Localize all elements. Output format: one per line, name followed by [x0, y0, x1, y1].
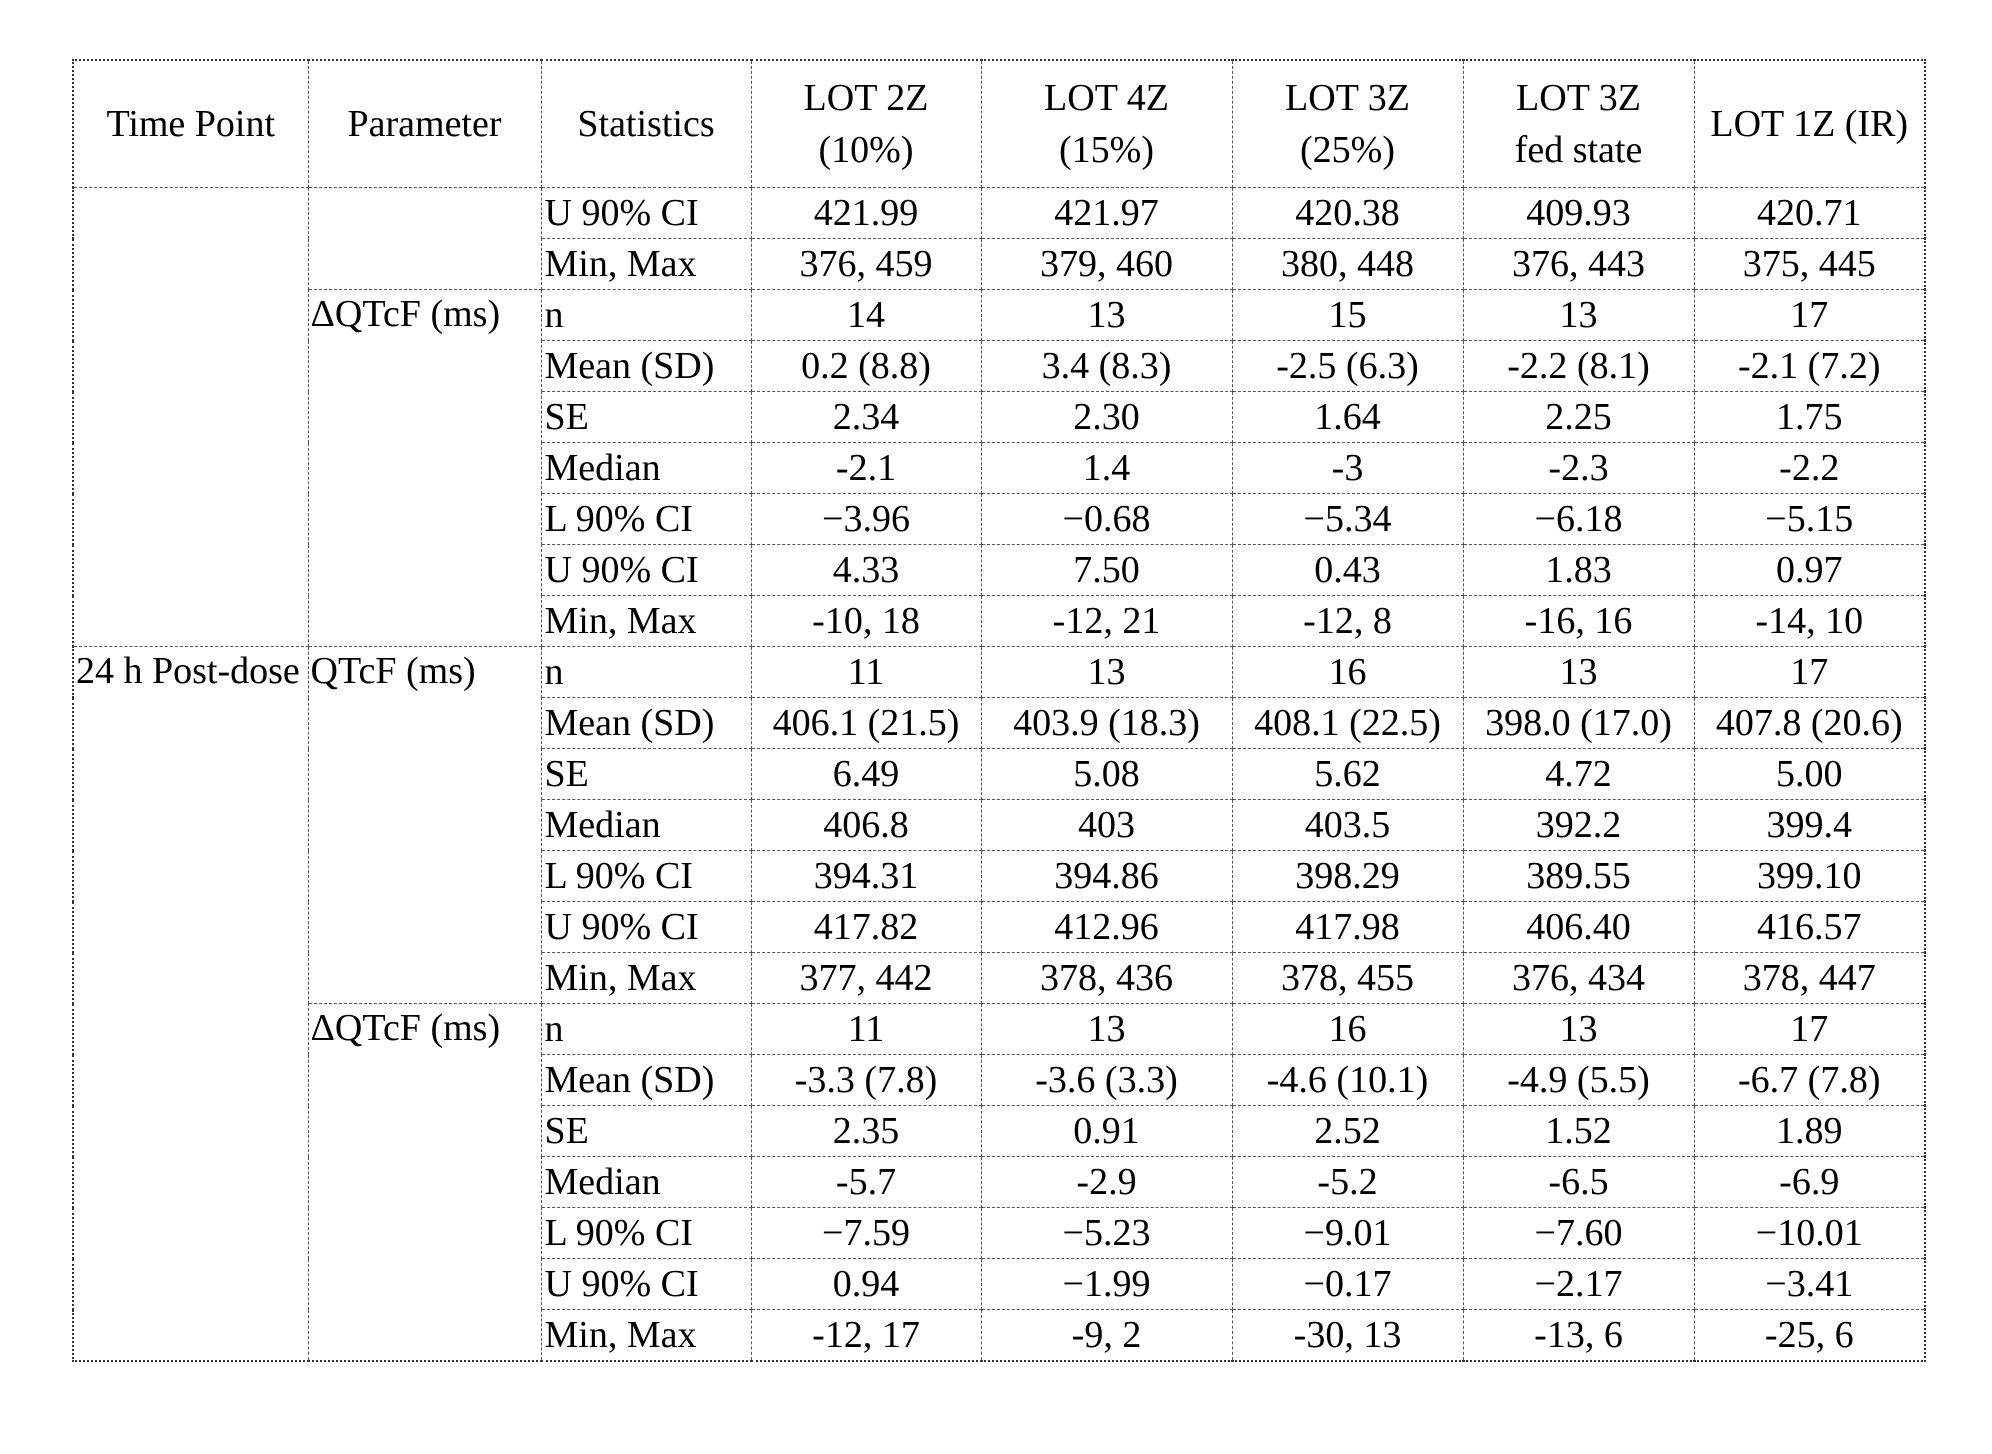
value-cell: 421.97 [981, 188, 1232, 239]
value-cell: −0.17 [1232, 1259, 1463, 1310]
value-cell: 2.34 [751, 392, 981, 443]
column-header-line: Time Point [106, 103, 276, 145]
value-cell: −5.15 [1694, 494, 1925, 545]
value-cell: 394.31 [751, 851, 981, 902]
value-cell: 406.8 [751, 800, 981, 851]
value-cell: 16 [1232, 1004, 1463, 1055]
value-cell: 376, 434 [1463, 953, 1694, 1004]
statistic-label: Mean (SD) [541, 698, 751, 749]
statistic-label: Mean (SD) [541, 341, 751, 392]
value-cell: 14 [751, 290, 981, 341]
value-cell: -16, 16 [1463, 596, 1694, 647]
value-cell: −6.18 [1463, 494, 1694, 545]
value-cell: 417.82 [751, 902, 981, 953]
value-cell: 3.4 (8.3) [981, 341, 1232, 392]
value-cell: 376, 459 [751, 239, 981, 290]
value-cell: 380, 448 [1232, 239, 1463, 290]
table-body [73, 188, 1925, 1362]
column-header [308, 60, 541, 188]
table-row [73, 188, 1925, 239]
value-cell: −5.23 [981, 1208, 1232, 1259]
statistic-label: Min, Max [541, 239, 751, 290]
parameter-cell: ΔQTcF (ms) [308, 1004, 541, 1362]
statistic-label: SE [541, 1106, 751, 1157]
value-cell: 392.2 [1463, 800, 1694, 851]
statistic-label: U 90% CI [541, 902, 751, 953]
value-cell: 2.25 [1463, 392, 1694, 443]
value-cell: 416.57 [1694, 902, 1925, 953]
value-cell: 408.1 (22.5) [1232, 698, 1463, 749]
value-cell: 5.08 [981, 749, 1232, 800]
value-cell: 398.0 (17.0) [1463, 698, 1694, 749]
value-cell: 0.97 [1694, 545, 1925, 596]
value-cell: 13 [981, 647, 1232, 698]
column-header [981, 60, 1232, 188]
table-row [73, 1004, 1925, 1055]
statistic-label: Min, Max [541, 953, 751, 1004]
value-cell: -5.2 [1232, 1157, 1463, 1208]
value-cell: 376, 443 [1463, 239, 1694, 290]
column-header [751, 60, 981, 188]
value-cell: 5.00 [1694, 749, 1925, 800]
statistic-label: U 90% CI [541, 1259, 751, 1310]
statistic-label: Median [541, 1157, 751, 1208]
value-cell: -3.3 (7.8) [751, 1055, 981, 1106]
column-header [73, 60, 308, 188]
value-cell: -4.9 (5.5) [1463, 1055, 1694, 1106]
statistic-label: SE [541, 392, 751, 443]
value-cell: 1.4 [981, 443, 1232, 494]
value-cell: 378, 447 [1694, 953, 1925, 1004]
column-header [541, 60, 751, 188]
value-cell: 0.94 [751, 1259, 981, 1310]
value-cell: -4.6 (10.1) [1232, 1055, 1463, 1106]
value-cell: -12, 8 [1232, 596, 1463, 647]
table-row [73, 290, 1925, 341]
value-cell: -12, 21 [981, 596, 1232, 647]
value-cell: 403 [981, 800, 1232, 851]
statistic-label: L 90% CI [541, 1208, 751, 1259]
value-cell: 379, 460 [981, 239, 1232, 290]
value-cell: 1.64 [1232, 392, 1463, 443]
value-cell: 399.4 [1694, 800, 1925, 851]
column-header-line: LOT 1Z (IR) [1710, 103, 1909, 145]
statistic-label: Median [541, 443, 751, 494]
value-cell: -2.3 [1463, 443, 1694, 494]
value-cell: 403.5 [1232, 800, 1463, 851]
value-cell: -12, 17 [751, 1310, 981, 1362]
value-cell: −2.17 [1463, 1259, 1694, 1310]
value-cell: -13, 6 [1463, 1310, 1694, 1362]
value-cell: -6.7 (7.8) [1694, 1055, 1925, 1106]
value-cell: 389.55 [1463, 851, 1694, 902]
statistic-label: U 90% CI [541, 188, 751, 239]
statistic-label: n [541, 290, 751, 341]
column-header-line: (25%) [1300, 129, 1395, 171]
value-cell: 378, 436 [981, 953, 1232, 1004]
value-cell: 403.9 (18.3) [981, 698, 1232, 749]
value-cell: -2.1 (7.2) [1694, 341, 1925, 392]
value-cell: −0.68 [981, 494, 1232, 545]
statistic-label: n [541, 1004, 751, 1055]
value-cell: -2.5 (6.3) [1232, 341, 1463, 392]
value-cell: 17 [1694, 290, 1925, 341]
column-header [1694, 60, 1925, 188]
value-cell: -3.6 (3.3) [981, 1055, 1232, 1106]
value-cell: -2.2 [1694, 443, 1925, 494]
value-cell: 13 [1463, 647, 1694, 698]
value-cell: −10.01 [1694, 1208, 1925, 1259]
value-cell: 1.83 [1463, 545, 1694, 596]
statistic-label: Median [541, 800, 751, 851]
value-cell: 1.75 [1694, 392, 1925, 443]
value-cell: 11 [751, 1004, 981, 1055]
value-cell: 2.35 [751, 1106, 981, 1157]
column-header-line: Statistics [577, 103, 715, 145]
value-cell: 407.8 (20.6) [1694, 698, 1925, 749]
value-cell: −3.41 [1694, 1259, 1925, 1310]
column-header [1463, 60, 1694, 188]
value-cell: -2.2 (8.1) [1463, 341, 1694, 392]
column-header-line: LOT 4Z [1044, 77, 1169, 119]
value-cell: -2.1 [751, 443, 981, 494]
value-cell: 13 [1463, 290, 1694, 341]
value-cell: 1.52 [1463, 1106, 1694, 1157]
value-cell: -10, 18 [751, 596, 981, 647]
value-cell: 420.38 [1232, 188, 1463, 239]
time-point-cell [73, 188, 308, 647]
value-cell: 4.33 [751, 545, 981, 596]
value-cell: -6.5 [1463, 1157, 1694, 1208]
value-cell: 13 [981, 290, 1232, 341]
value-cell: −3.96 [751, 494, 981, 545]
value-cell: 0.43 [1232, 545, 1463, 596]
statistic-label: n [541, 647, 751, 698]
value-cell: 13 [1463, 1004, 1694, 1055]
value-cell: 2.30 [981, 392, 1232, 443]
column-header-line: LOT 3Z [1285, 77, 1410, 119]
qtcf-statistics-table [72, 59, 1926, 1362]
value-cell: 378, 455 [1232, 953, 1463, 1004]
value-cell: 412.96 [981, 902, 1232, 953]
statistic-label: Mean (SD) [541, 1055, 751, 1106]
value-cell: 0.91 [981, 1106, 1232, 1157]
column-header-line: (15%) [1059, 129, 1154, 171]
value-cell: -5.7 [751, 1157, 981, 1208]
statistic-label: L 90% CI [541, 851, 751, 902]
value-cell: 421.99 [751, 188, 981, 239]
value-cell: 6.49 [751, 749, 981, 800]
value-cell: 2.52 [1232, 1106, 1463, 1157]
value-cell: −7.60 [1463, 1208, 1694, 1259]
value-cell: 398.29 [1232, 851, 1463, 902]
parameter-cell [308, 188, 541, 290]
value-cell: −1.99 [981, 1259, 1232, 1310]
statistic-label: Min, Max [541, 596, 751, 647]
value-cell: −7.59 [751, 1208, 981, 1259]
value-cell: 4.72 [1463, 749, 1694, 800]
value-cell: 15 [1232, 290, 1463, 341]
column-header-line: (10%) [818, 129, 914, 171]
value-cell: −9.01 [1232, 1208, 1463, 1259]
value-cell: 17 [1694, 1004, 1925, 1055]
value-cell: 375, 445 [1694, 239, 1925, 290]
value-cell: 409.93 [1463, 188, 1694, 239]
value-cell: 420.71 [1694, 188, 1925, 239]
value-cell: 16 [1232, 647, 1463, 698]
value-cell: -6.9 [1694, 1157, 1925, 1208]
value-cell: -30, 13 [1232, 1310, 1463, 1362]
column-header-line: LOT 3Z [1516, 77, 1641, 119]
value-cell: 13 [981, 1004, 1232, 1055]
column-header-line: fed state [1514, 129, 1643, 171]
value-cell: 0.2 (8.8) [751, 341, 981, 392]
value-cell: -14, 10 [1694, 596, 1925, 647]
parameter-cell: ΔQTcF (ms) [308, 290, 541, 647]
statistic-label: U 90% CI [541, 545, 751, 596]
table-row [73, 647, 1925, 698]
statistic-label: L 90% CI [541, 494, 751, 545]
parameter-cell: QTcF (ms) [308, 647, 541, 1004]
value-cell: 1.89 [1694, 1106, 1925, 1157]
value-cell: 417.98 [1232, 902, 1463, 953]
value-cell: −5.34 [1232, 494, 1463, 545]
value-cell: -9, 2 [981, 1310, 1232, 1362]
column-header [1232, 60, 1463, 188]
statistic-label: SE [541, 749, 751, 800]
value-cell: -2.9 [981, 1157, 1232, 1208]
value-cell: 406.40 [1463, 902, 1694, 953]
time-point-cell: 24 h Post-dose [73, 647, 308, 1362]
value-cell: 399.10 [1694, 851, 1925, 902]
header-row [73, 60, 1925, 188]
value-cell: 11 [751, 647, 981, 698]
column-header-line: LOT 2Z [803, 77, 929, 119]
column-header-line: Parameter [347, 103, 502, 145]
value-cell: 17 [1694, 647, 1925, 698]
value-cell: 406.1 (21.5) [751, 698, 981, 749]
value-cell: -3 [1232, 443, 1463, 494]
statistic-label: Min, Max [541, 1310, 751, 1362]
value-cell: 377, 442 [751, 953, 981, 1004]
value-cell: -25, 6 [1694, 1310, 1925, 1362]
value-cell: 394.86 [981, 851, 1232, 902]
value-cell: 7.50 [981, 545, 1232, 596]
value-cell: 5.62 [1232, 749, 1463, 800]
